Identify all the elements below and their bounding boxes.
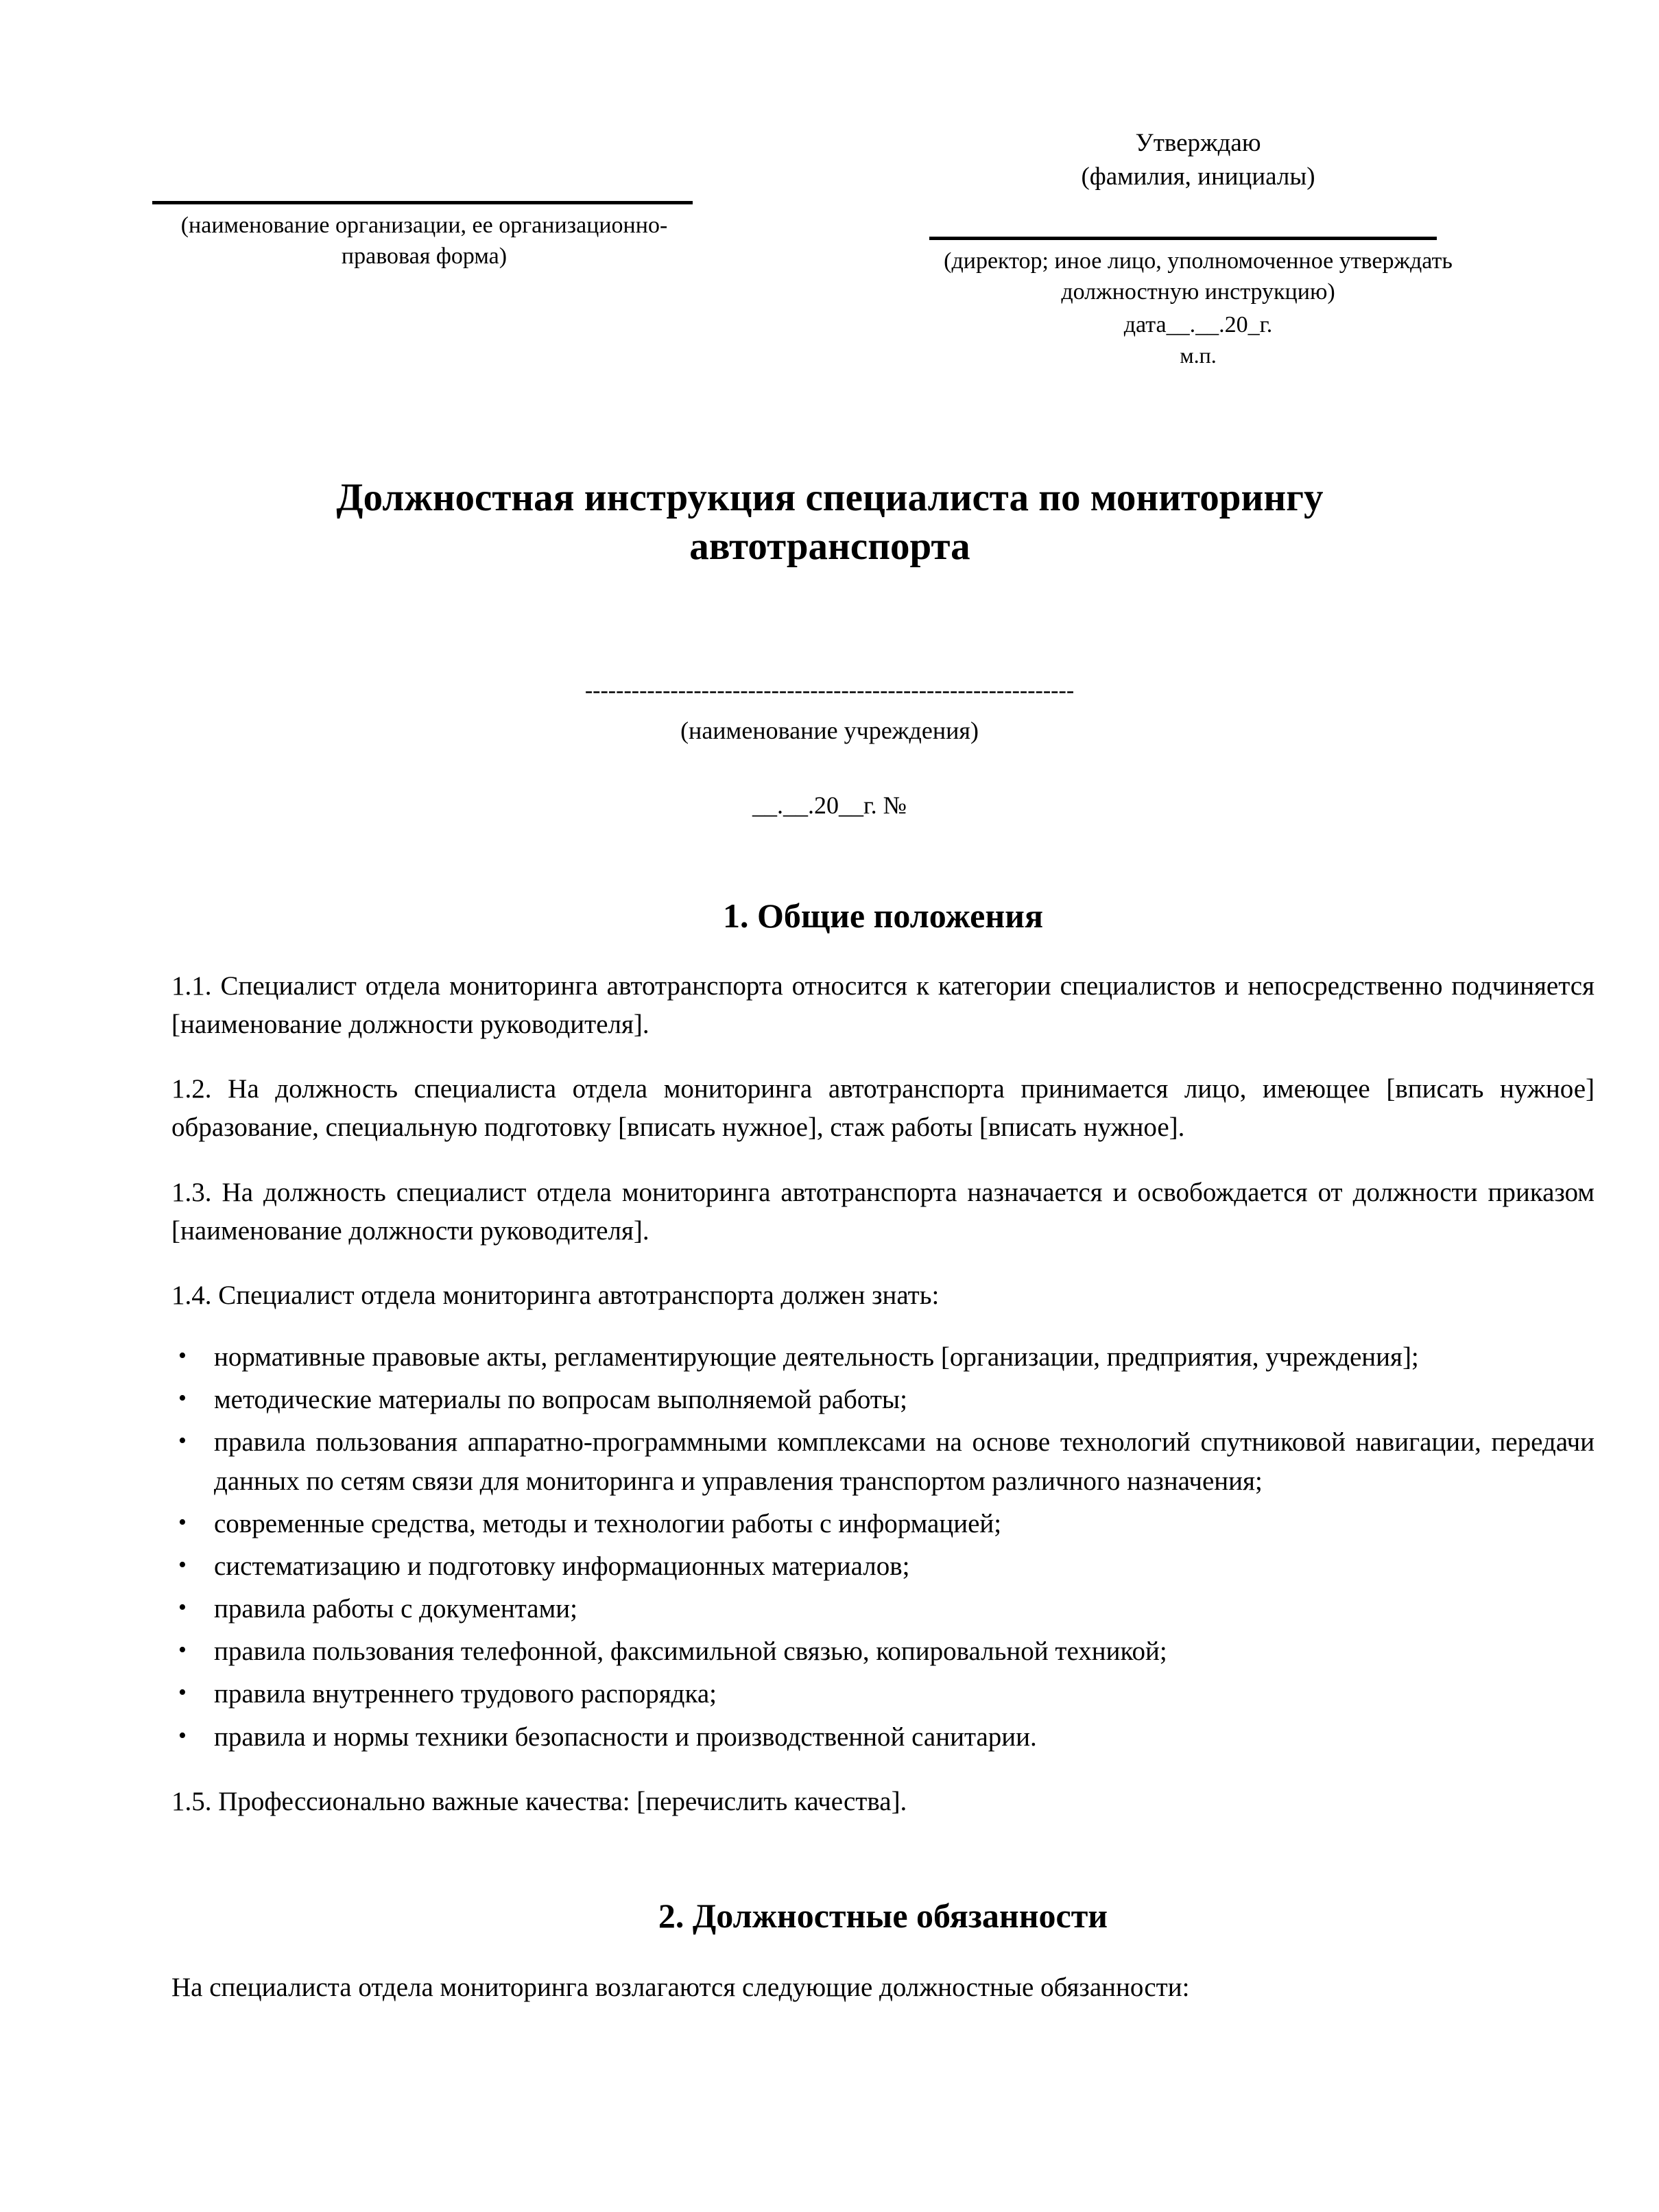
knowledge-requirements-list: [171, 1338, 1595, 1757]
seal-label: м.п.: [1180, 343, 1217, 368]
institution-date-number: __.__.20__г. №: [752, 791, 907, 819]
page-title-line1: Должностная инструкция специалиста по мониторингу: [336, 476, 1324, 519]
list-item: • нормативные правовые акты, регламентирующие деятельность [организации, предприятия, учреждения];: [171, 1338, 1595, 1377]
approval-block: [929, 127, 1467, 194]
approver-caption: [929, 240, 1467, 307]
document-body: [171, 895, 1595, 2033]
list-item: • правила и нормы техники безопасности и производственной санитарии.: [171, 1718, 1595, 1757]
section-heading-2: 2. Должностные обязанности: [658, 1896, 1108, 1935]
approval-subject: (фамилия, инициалы): [1081, 162, 1315, 191]
list-item: • правила внутреннего трудового распорядка;: [171, 1675, 1595, 1713]
list-item: • правила работы с документами;: [171, 1590, 1595, 1628]
organization-caption-line2: правовая форма): [341, 243, 508, 270]
organization-caption: [152, 204, 696, 272]
organization-caption-line1: (наименование организации, ее организационно-: [180, 213, 668, 238]
paragraph-1-2: 1.2. На должность специалиста отдела мониторинга автотранспорта принимается лицо, имеющее [вписать нужное] образование, специальную подготовку [вписать нужное], стаж работы [вписать нужное].: [171, 1074, 1595, 1143]
list-item: • правила пользования аппаратно-программными комплексами на основе технологий спутниковой навигации, передачи данных по сетям связи для мониторинга и управления транспортом различного назначения;: [171, 1423, 1595, 1500]
document-header: [0, 0, 1659, 370]
list-item: • систематизацию и подготовку информационных материалов;: [171, 1547, 1595, 1586]
institution-caption: (наименование учреждения): [680, 717, 979, 744]
paragraph-1-5: 1.5. Профессионально важные качества: [перечислить качества].: [171, 1786, 907, 1816]
institution-dashed-rule: ---------------------------------------------------------------: [584, 679, 1075, 703]
approver-caption-line2: должностную инструкцию): [1061, 278, 1335, 305]
institution-block: [0, 679, 1659, 822]
list-item: • правила пользования телефонной, факсимильной связью, копировальной техникой;: [171, 1632, 1595, 1671]
paragraph-1-4: 1.4. Специалист отдела мониторинга автотранспорта должен знать:: [171, 1280, 940, 1310]
list-item: • методические материалы по вопросам выполняемой работы;: [171, 1381, 1595, 1419]
header-left-column: [0, 127, 813, 272]
header-right-column: [813, 127, 1659, 370]
approval-label: Утверждаю: [1135, 129, 1261, 157]
paragraph-1-1: 1.1. Специалист отдела мониторинга автотранспорта относится к категории специалистов и непосредственно подчиняется [наименование должности руководителя].: [171, 971, 1595, 1040]
approver-caption-line1: (директор; иное лицо, уполномоченное утверждать: [944, 248, 1453, 274]
header-columns: [0, 127, 1659, 370]
page-title-line2: автотранспорта: [689, 525, 970, 569]
page-title: [243, 473, 1416, 571]
paragraph-1-3: 1.3. На должность специалист отдела мониторинга автотранспорта назначается и освобождается от должности приказом [наименование должности руководителя].: [171, 1177, 1595, 1246]
section-heading-1: 1. Общие положения: [722, 896, 1044, 935]
approval-date-line: дата__.__.20_г.: [1123, 312, 1273, 338]
paragraph-2-intro: На специалиста отдела мониторинга возлагаются следующие должностные обязанности:: [171, 1972, 1190, 2002]
list-item: • современные средства, методы и технологии работы с информацией;: [171, 1505, 1595, 1543]
